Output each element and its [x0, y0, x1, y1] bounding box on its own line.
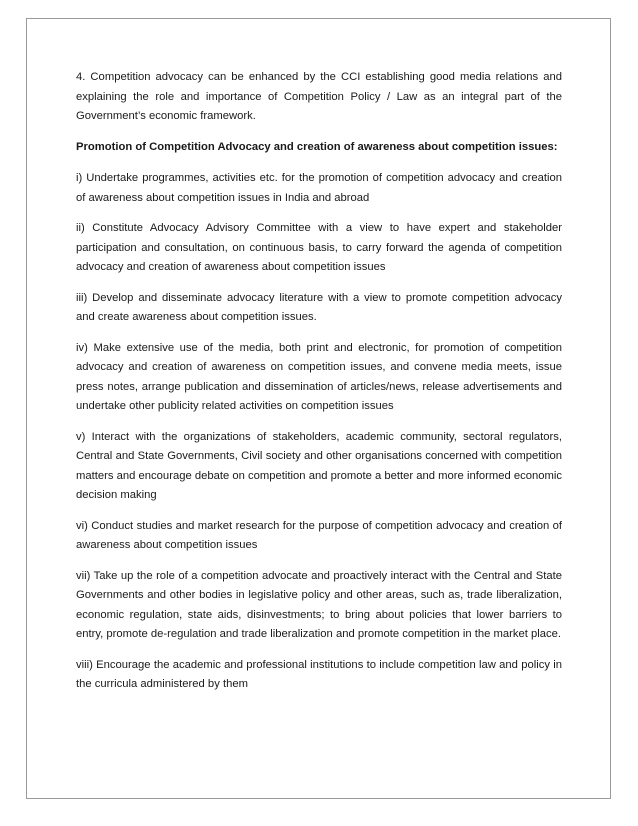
list-item-iii: iii) Develop and disseminate advocacy literature with a view to promote competition advocacy and create awareness about competition issues.: [76, 291, 562, 323]
list-item-iv: iv) Make extensive use of the media, both print and electronic, for promotion of competition advocacy and creation of awareness on competition issues, and convene media meets, issue press notes, arrange publication and dissemination of articles/news, release advertisements and undertake other publicity related activities on competition issues: [76, 341, 562, 412]
list-item-v: v) Interact with the organizations of stakeholders, academic community, sectoral regulators, Central and State Governments, Civil society and other organisations concerned with competition matters and encourage debate on competition and promote a better and more informed economic decision making: [76, 430, 562, 501]
list-item-vii: vii) Take up the role of a competition advocate and proactively interact with the Central and State Governments and other bodies in legislative policy and other areas, such as, trade liberalization, economic regulation, state aids, disinvestments; to bring about policies that lower barriers to entry, promote de-regulation and trade liberalization and promote competition in the market place.: [76, 569, 562, 640]
document-body: [76, 68, 562, 706]
list-item-ii: ii) Constitute Advocacy Advisory Committee with a view to have expert and stakeholder participation and consultation, on continuous basis, to carry forward the agenda of competition advocacy and creation of awareness about competition issues: [76, 222, 562, 273]
intro-paragraph: 4. Competition advocacy can be enhanced by the CCI establishing good media relations and explaining the role and importance of Competition Policy / Law as an integral part of the Government’s economic framework.: [76, 71, 562, 122]
section-heading: Promotion of Competition Advocacy and creation of awareness about competition issues:: [76, 140, 558, 153]
list-item-viii: viii) Encourage the academic and professional institutions to include competition law and policy in the curricula administered by them: [76, 658, 562, 690]
list-item-vi: vi) Conduct studies and market research for the purpose of competition advocacy and creation of awareness about competition issues: [76, 519, 562, 551]
list-item-i: i) Undertake programmes, activities etc. for the promotion of competition advocacy and creation of awareness about competition issues in India and abroad: [76, 172, 562, 204]
